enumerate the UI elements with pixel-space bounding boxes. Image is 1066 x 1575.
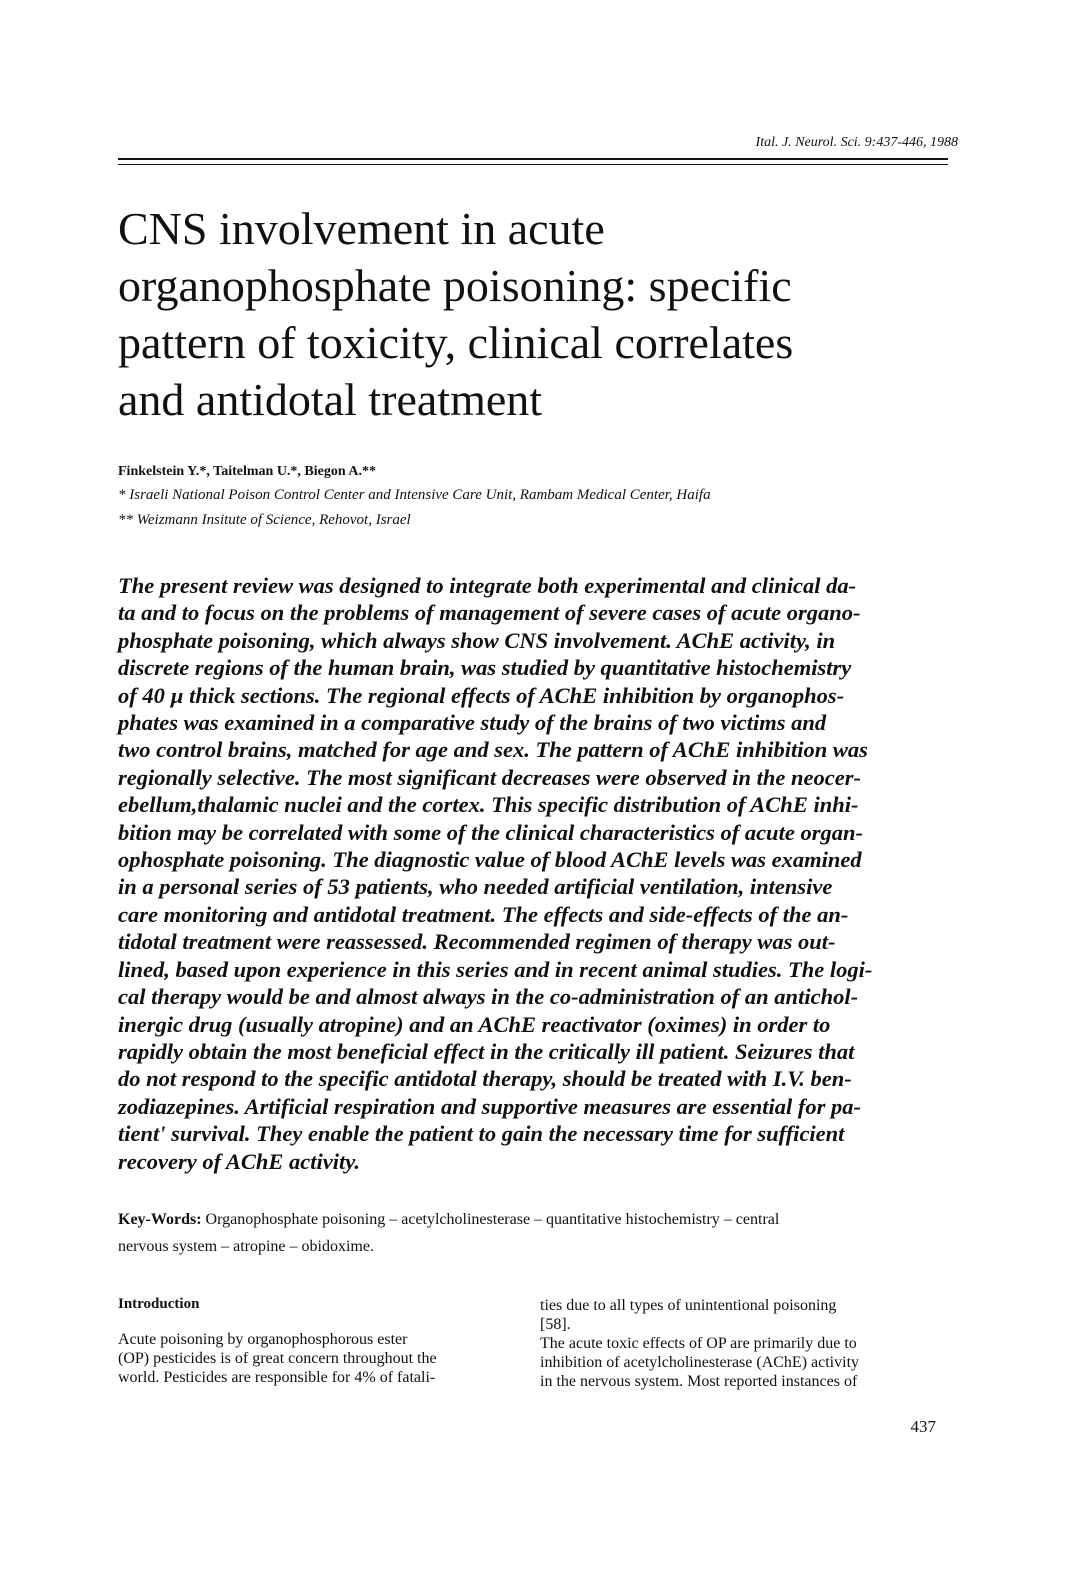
abstract-line: discrete regions of the human brain, was studied by quantitative histochemistry	[118, 655, 852, 681]
keywords-line	[118, 1206, 946, 1233]
page-number: 437	[910, 1417, 936, 1436]
abstract-line: ta and to focus on the problems of management of severe cases of acute organo-	[118, 600, 861, 626]
keywords-line: nervous system – atropine – obidoxime.	[118, 1238, 374, 1255]
header-rule	[118, 158, 948, 160]
abstract-line: recovery of AChE activity.	[118, 1148, 361, 1174]
abstract-line: rapidly obtain the most beneficial effect in the critically ill patient. Seizures that	[118, 1038, 855, 1064]
body-column-left	[118, 1330, 510, 1387]
body-line: (OP) pesticides is of great concern throughout the	[118, 1350, 437, 1367]
abstract-line: care monitoring and antidotal treatment. The effects and side-effects of the an-	[118, 901, 849, 927]
title-line: and antidotal treatment	[118, 374, 543, 425]
body-line: inhibition of acetylcholinesterase (AChE) activity	[540, 1354, 860, 1371]
abstract-line: The present review was designed to integrate both experimental and clinical da-	[118, 573, 857, 598]
abstract-line: do not respond to the specific antidotal therapy, should be treated with I.V. ben-	[118, 1066, 852, 1092]
header-rule-thin	[118, 164, 948, 165]
affiliation: ** Weizmann Insitute of Science, Rehovot, Israel	[118, 512, 411, 528]
body-line: Acute poisoning by organophosphorous ester	[118, 1331, 408, 1348]
journal-reference: Ital. J. Neurol. Sci. 9:437-446, 1988	[755, 135, 958, 150]
abstract-line: ophosphate poisoning. The diagnostic value of blood AChE levels was examined	[118, 847, 862, 873]
body-column-right	[540, 1296, 932, 1391]
abstract-line: lined, based upon experience in this series and in recent animal studies. The logi-	[118, 956, 873, 982]
affiliation: * Israeli National Poison Control Center and Intensive Care Unit, Rambam Medical Center, Haifa	[118, 487, 711, 503]
abstract-line: two control brains, matched for age and sex. The pattern of AChE inhibition was	[118, 737, 868, 763]
title-line: CNS involvement in acute	[118, 203, 605, 254]
title-line: organophosphate poisoning: specific	[118, 260, 792, 311]
keywords-text: Organophosphate poisoning – acetylcholinesterase – quantitative histochemistry – central	[201, 1211, 780, 1228]
abstract-line: of 40 µ thick sections. The regional effects of AChE inhibition by organophos-	[118, 682, 845, 708]
introduction-heading: Introduction	[118, 1296, 200, 1312]
keywords	[118, 1206, 946, 1260]
body-line: in the nervous system. Most reported instances of	[540, 1373, 858, 1390]
body-line: [58].	[540, 1316, 571, 1333]
article-title	[118, 200, 978, 428]
body-line: ties due to all types of unintentional poisoning	[540, 1297, 837, 1314]
abstract-line: in a personal series of 53 patients, who needed artificial ventilation, intensive	[118, 874, 833, 900]
abstract-line: phosphate poisoning, which always show CNS involvement. AChE activity, in	[118, 627, 836, 653]
abstract-line: phates was examined in a comparative study of the brains of two victims and	[118, 710, 827, 736]
abstract-line: regionally selective. The most significant decreases were observed in the neocer-	[118, 764, 861, 790]
body-line: world. Pesticides are responsible for 4% of fatali-	[118, 1369, 436, 1386]
keywords-label: Key-Words:	[118, 1211, 202, 1228]
abstract-line: cal therapy would be and almost always in the co-administration of an antichol-	[118, 984, 859, 1010]
abstract-line: zodiazepines. Artificial respiration and supportive measures are essential for pa-	[118, 1093, 861, 1119]
abstract-line: ebellum,thalamic nuclei and the cortex. This specific distribution of AChE inhi-	[118, 792, 859, 818]
title-line: pattern of toxicity, clinical correlates	[118, 317, 794, 368]
abstract	[118, 572, 946, 1175]
abstract-line: tient' survival. They enable the patient to gain the necessary time for sufficient	[118, 1121, 845, 1147]
body-line: The acute toxic effects of OP are primarily due to	[540, 1335, 857, 1352]
abstract-line: inergic drug (usually atropine) and an AChE reactivator (oximes) in order to	[118, 1011, 831, 1037]
abstract-line: bition may be correlated with some of the clinical characteristics of acute organ-	[118, 819, 863, 845]
author-list: Finkelstein Y.*, Taitelman U.*, Biegon A.**	[118, 464, 377, 479]
abstract-line: tidotal treatment were reassessed. Recommended regimen of therapy was out-	[118, 929, 836, 955]
